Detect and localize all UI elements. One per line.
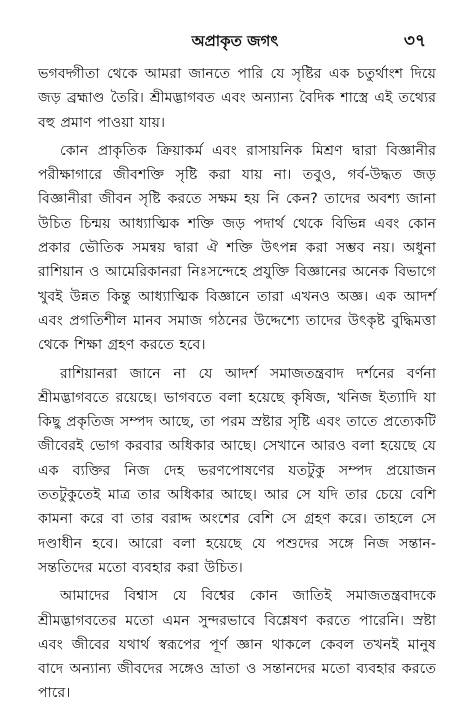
- paragraph-3: রাশিয়ানরা জানে না যে আদর্শ সমাজতন্ত্রবাদ দর্শনের বর্ণনা শ্রীমদ্ভাগবতে রয়েছে। ভাগবতে বলা হয়েছে কৃষিজ, খনিজ ইত্যাদি যা কিছু প্রকৃতিজ সম্পদ আছে, তা পরম স্রষ্টার সৃষ্টি এবং তাতে প্রত্যেকটি জীবেরই ভোগ করবার অধিকার আছে। সেখানে আরও বলা হয়েছে যে এক ব্যক্তির নিজ দেহ ভরণপোষণের যতটুকু সম্পদ প্রয়োজন ততটুকুতেই মাত্র তার অধিকার আছে। আর সে যদি তার চেয়ে বেশি কামনা করে বা তার বরাদ্দ অংশের বেশি সে গ্রহণ করে। তাহলে সে দণ্ডাধীন হবে। আরো বলা হয়েছে যে পশুদের সঙ্গে নিজ সন্তান-সন্ততিদের মতো ব্যবহার করা উচিত।: [38, 365, 436, 576]
- paragraph-2: কোন প্রাকৃতিক ক্রিয়াকর্ম এবং রাসায়নিক মিশ্রণ দ্বারা বিজ্ঞানীর পরীক্ষাগারে জীবশক্তি সৃষ্টি করা যায় না। তবুও, গর্ব-উদ্ধত জড় বিজ্ঞানীরা জীবন সৃষ্টি করতে সক্ষম হয় নি কেন? তাদের অবশ্য জানা উচিত চিন্ময় আধ্যাত্মিক শক্তি জড় পদার্থ থেকে বিভিন্ন এবং কোন প্রকার ভৌতিক সমন্বয় দ্বারা ঐ শক্তি উৎপন্ন করা সম্ভব নয়। অধুনা রাশিয়ান ও আমেরিকানরা নিঃসন্দেহে প্রযুক্তি বিজ্ঞানের অনেক বিভাগে খুবই উন্নত কিন্তু আধ্যাত্মিক বিজ্ঞানে তারা এখনও অজ্ঞ। এক আদর্শ এবং প্রগতিশীল মানব সমাজ গঠনের উদ্দেশ্যে তাদের উৎকৃষ্ট বুদ্ধিমত্তা থেকে শিক্ষা গ্রহণ করতে হবে।: [38, 142, 436, 354]
- chapter-title: অপ্রাকৃত জগৎ: [191, 32, 279, 50]
- paragraph-1: ভগবদ্গীতা থেকে আমরা জানতে পারি যে সৃষ্টির এক চতুর্থাংশ দিয়ে জড় ব্রহ্মাণ্ড তৈরি। শ্রীমদ্ভাগবত এবং অন্যান্য বৈদিক শাস্ত্রে এই তথ্যের বহু প্রমাণ পাওয়া যায়।: [38, 66, 436, 131]
- body-text: [38, 62, 436, 710]
- running-header: [44, 28, 426, 54]
- paragraph-4: আমাদের বিশ্বাস যে বিশ্বের কোন জাতিই সমাজতন্ত্রবাদকে শ্রীমদ্ভাগবতের মতো এমন সুন্দরভাবে বিশ্লেষণ করতে পারেনি। স্রষ্টা এবং জীবের যথার্থ স্বরূপের পূর্ণ জ্ঞান থাকলে কেবল তখনই মানুষ বাদে অন্যান্য জীবদের সঙ্গেও ভ্রাতা ও সন্তানদের মতো ব্যবহার করতে পারে।: [38, 588, 436, 702]
- page-number: ৩৭: [403, 31, 426, 51]
